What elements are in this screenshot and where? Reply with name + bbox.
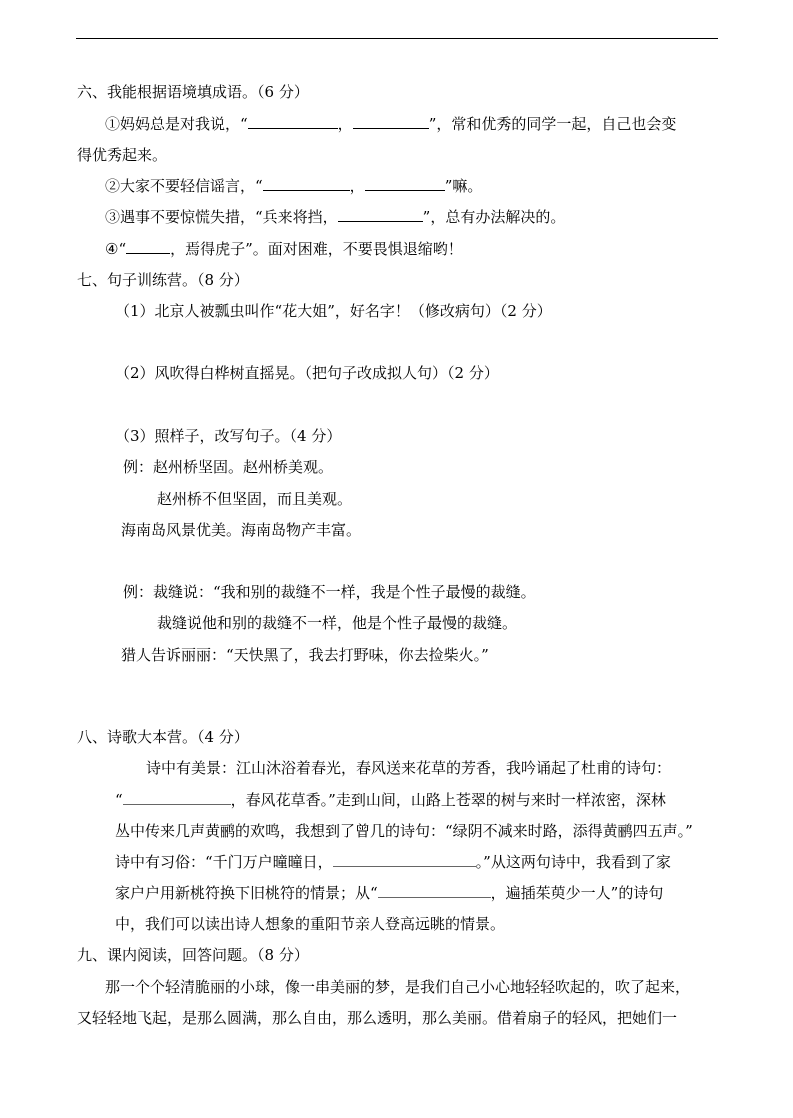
answer-blank[interactable] xyxy=(263,176,350,191)
s7-question-1: （1）北京人被瓢虫叫作“花大姐”，好名字！（修改病句）（2 分） xyxy=(115,302,552,320)
s7-example-1-line-2: 赵州桥不但坚固，而且美观。 xyxy=(157,490,353,508)
s6-question-2: ②大家不要轻信谣言，“ ， ”嘛。 xyxy=(105,177,483,195)
s7-question-3: （3）照样子，改写句子。（4 分） xyxy=(115,427,342,445)
section-8-heading: 八、诗歌大本营。（4 分） xyxy=(77,728,249,746)
s9-passage-line-1: 那一个个轻清脆丽的小球，像一串美丽的梦，是我们自己小心地轻轻吹起的，吹了起来， xyxy=(105,978,691,996)
s6-question-3: ③遇事不要惊慌失措，“兵来将挡， ”，总有办法解决的。 xyxy=(105,208,566,226)
answer-blank[interactable] xyxy=(123,790,231,805)
s9-passage-line-2: 又轻轻地飞起，是那么圆满，那么自由，那么透明，那么美丽。借着扇子的轻风，把她们一 xyxy=(77,1009,678,1027)
answer-blank[interactable] xyxy=(378,883,491,898)
s8-paragraph-line-6: 中，我们可以读出诗人想象的重阳节亲人登高远眺的情景。 xyxy=(115,915,506,933)
s8-paragraph-line-3: 丛中传来几声黄鹂的欢鸣，我想到了曾几的诗句：“绿阴不减来时路，添得黄鹂四五声。” xyxy=(115,822,693,840)
s7-example-2-line-1: 例：裁缝说：“我和别的裁缝不一样，我是个性子最慢的裁缝。 xyxy=(123,583,536,601)
s7-task-1: 海南岛风景优美。海南岛物产丰富。 xyxy=(121,521,362,539)
s7-question-2: （2）风吹得白桦树直摇晃。（把句子改成拟人句）（2 分） xyxy=(115,364,499,382)
section-9-heading: 九、课内阅读，回答问题。（8 分） xyxy=(77,946,309,964)
section-7-heading: 七、句子训练营。（8 分） xyxy=(77,271,249,289)
s6-question-1-cont: 得优秀起来。 xyxy=(77,146,168,164)
answer-blank[interactable] xyxy=(365,176,445,191)
header-rule xyxy=(76,38,718,39)
s8-paragraph-line-5: 家户户用新桃符换下旧桃符的情景；从“ ，遍插茱萸少一人”的诗句 xyxy=(115,884,664,902)
s8-paragraph-line-2: “ ，春风花草香。”走到山间，山路上苍翠的树与来时一样浓密，深林 xyxy=(115,791,666,809)
s7-example-1-line-1: 例：赵州桥坚固。赵州桥美观。 xyxy=(123,458,334,476)
section-6-heading: 六、我能根据语境填成语。（6 分） xyxy=(77,83,309,101)
answer-blank[interactable] xyxy=(353,114,429,129)
s6-question-1: ①妈妈总是对我说，“ ， ”，常和优秀的同学一起，自己也会变 xyxy=(105,115,677,133)
s8-paragraph-line-4: 诗中有习俗：“千门万户曈曈日， 。”从这两句诗中，我看到了家 xyxy=(115,853,671,871)
s6-question-4: ④“ ，焉得虎子”。面对困难，不要畏惧退缩哟！ xyxy=(105,240,463,258)
answer-blank[interactable] xyxy=(126,239,170,254)
answer-blank[interactable] xyxy=(338,207,423,222)
answer-blank[interactable] xyxy=(248,114,338,129)
s7-task-2: 猎人告诉丽丽：“天快黑了，我去打野味，你去捡柴火。” xyxy=(121,646,489,664)
s8-paragraph-line-1: 诗中有美景：江山沐浴着春光，春风送来花草的芳香，我吟诵起了杜甫的诗句： xyxy=(146,759,672,777)
s7-example-2-line-2: 裁缝说他和别的裁缝不一样，他是个性子最慢的裁缝。 xyxy=(157,614,518,632)
answer-blank[interactable] xyxy=(333,852,476,867)
